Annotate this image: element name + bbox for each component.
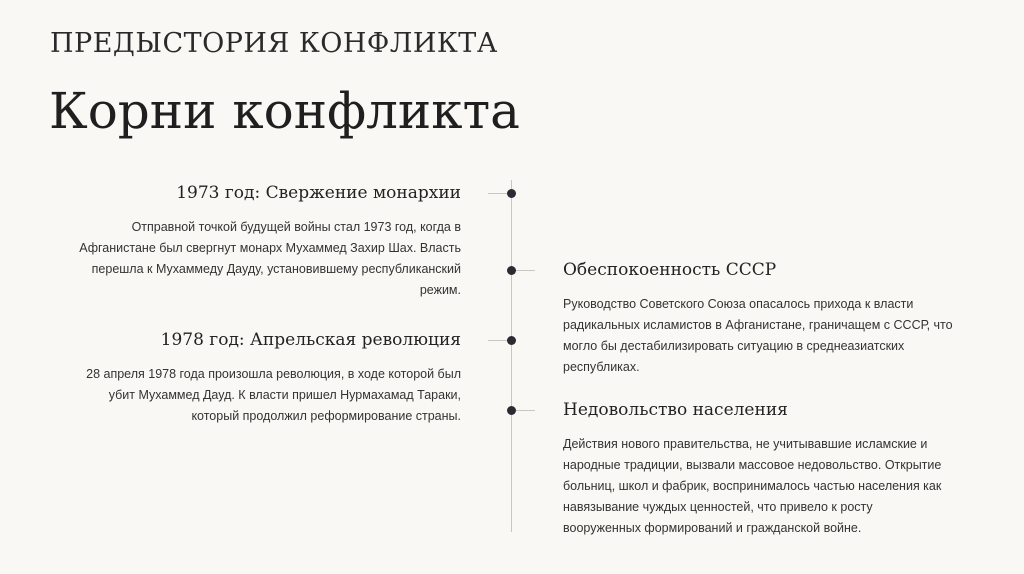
timeline-event-1978: [51, 330, 461, 427]
event-line: вооруженных формирований и гражданской войне.: [563, 521, 862, 535]
event-line: Отправной точкой будущей войны стал 1973 год, когда в: [131, 220, 461, 234]
page-title: Корни конфликта: [49, 82, 520, 140]
event-line: убит Мухаммед Дауд. К власти пришел Нурмахамад Тараки,: [108, 388, 461, 402]
timeline-dot-1: [507, 189, 516, 198]
event-line: режим.: [419, 283, 461, 297]
event-line: больниц, школ и фабрик, воспринималось частью населения как: [563, 479, 942, 493]
event-line: республиках.: [563, 360, 640, 374]
section-kicker: ПРЕДЫСТОРИЯ КОНФЛИКТА: [50, 28, 498, 59]
event-title: Обеспокоенность СССР: [563, 260, 777, 280]
event-line: перешла к Мухаммеду Дауду, установившему республиканский: [91, 262, 461, 276]
event-title: 1978 год: Апрельская революция: [160, 330, 461, 350]
timeline-dot-4: [507, 406, 516, 415]
timeline-event-ussr-concern: [563, 260, 983, 378]
timeline-event-discontent: [563, 400, 983, 539]
event-title: 1973 год: Свержение монархии: [176, 183, 461, 203]
event-line: народные традиции, вызвали массовое недовольство. Открытие: [563, 458, 942, 472]
event-body: [563, 434, 983, 539]
event-line: могло бы дестабилизировать ситуацию в среднеазиатских: [563, 339, 905, 353]
event-line: Афганистане был свергнут монарх Мухаммед Захир Шах. Власть: [79, 241, 461, 255]
event-line: Действия нового правительства, не учитывавшие исламские и: [563, 437, 928, 451]
event-line: Руководство Советского Союза опасалось прихода к власти: [563, 297, 914, 311]
event-line: навязывание чуждых ценностей, что привело к росту: [563, 500, 873, 514]
event-body: [563, 294, 983, 378]
event-body: [51, 364, 461, 427]
timeline-event-1973: [51, 183, 461, 301]
timeline-line: [511, 180, 512, 532]
timeline-dot-3: [507, 336, 516, 345]
event-line: который продолжил реформирование страны.: [191, 409, 461, 423]
event-body: [51, 217, 461, 301]
timeline-dot-2: [507, 266, 516, 275]
event-title: Недовольство населения: [563, 400, 788, 420]
event-line: радикальных исламистов в Афганистане, граничащем с СССР, что: [563, 318, 953, 332]
event-line: 28 апреля 1978 года произошла революция, в ходе которой был: [86, 367, 461, 381]
